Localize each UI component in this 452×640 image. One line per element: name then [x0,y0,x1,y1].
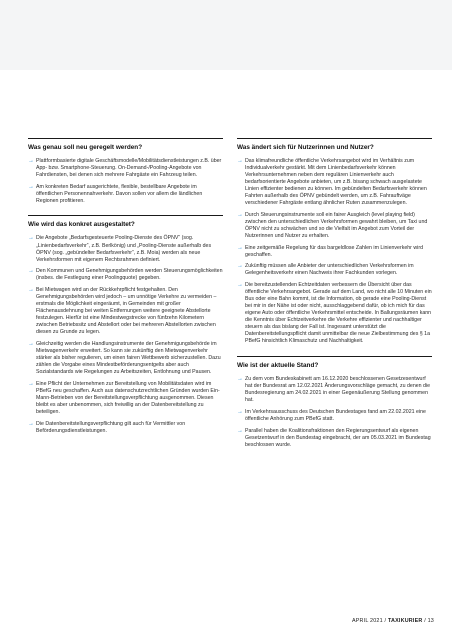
list-item [28,158,223,179]
section-rule [237,138,432,139]
arrow-right-icon: → [237,282,243,289]
list-item-text: Das klimafreundliche öffentliche Verkehrsangebot wird im Verhältnis zum Individualverkehr gestärkt. Mit dem Linienbedarfsverkehr können Verkehrsunternehmen neben dem regulären Linienverkehr auch bedarfsorientierte Angebote anbieten, um z.B. bisang schwach ausgelastete Linien effizienter bedienen zu können. Im gebündelten Bedarfsverkehr können Fahrten außerhalb des ÖPNV gebündelt werden, um z.B. Fahrauftväge verschiedener Fahrgäste entlang ähnlicher Ruten zusammenzulegen. [245,158,427,207]
arrow-right-icon: → [28,420,34,427]
list-item [237,428,432,449]
list-item [28,421,223,435]
list-item-text: Eine zeitgemäße Regelung für das bargeldlose Zahlen im Linienverkehr wird geschaffen. [245,244,424,258]
list-item-text: Durch Steuerungsinstrumente soll ein fairer Ausgleich (level playing field) zwischen den unterschiedlichen Verkehrsformen gewahrt bleiben, um Taxi und ÖPNV nicht zu schwächen und so die Vielfalt im Angebot zum Vorteil der Nutzerinnen und Nutzer zu erhalten. [245,211,428,240]
article-columns [28,138,432,608]
bullet-list [28,235,223,439]
list-item [237,212,432,240]
list-item-text: Eine Pflicht der Unternehmen zur Bereitstellung von Mobilitätsdaten wird im PBefG neu geschaffen. Auch aus datenschutzrechtlichen Gründen wurden Ein-Mann-Betrieben von der Bereitstellungsverpflichtung ausgenommen. Diesen bleibt es aber unbenommen, sich freiwillig an der Datenbereitstellung zu beteiligen. [36,380,220,415]
arrow-right-icon: → [28,268,34,275]
section-rule [28,138,223,139]
bullet-list [237,158,432,350]
list-item-text: Gleichzeitig werden die Handlungsinstrumente der Genehmigungsbehörde im Mietwagenverkehr erweitert. So kann sie zukünftig den Mietwagenverkehr stärker als bisher regulieren, um einen fairen Wettbewerb sicherzustellen. Dazu zählen die Vorgabe eines Mindestbeförderungsentgelts aber auch Sozialstandards wie Regelungen zu Arbeitszeiten, Entlohnung und Pausen. [36,340,221,376]
list-item-text: Am konkreten Bedarf ausgerichtete, flexible, bestellbare Angebote im öffentlichen Personennahverkehr. Davon sollen vor allem die ländlichen Regionen profitieren. [36,183,203,204]
arrow-right-icon: → [28,235,34,242]
arrow-right-icon: → [28,158,34,164]
issue-date: APRIL 2021 [351,618,383,624]
list-item-text: Bei Mietwagen wird an der Rückkehrpflicht festgehalten. Den Genehmigungsbehörden wird jedoch – um unnötige Verkehre zu vermeiden – erstmals die Möglichkeit eingeräumt, in Gemeinden mit großer Flächenausdehnung bei weiten Entfernungen weitere geeignete Abstellorte festzulegen. Hierfür ist eine Mindestwegstrecke von fünfzehn Kilometern zwischen Betriebssitz und Abstellort oder bei mehreren Abstellorten zwischen diesen zu Grunde zu legen. [36,286,217,336]
arrow-right-icon: → [237,408,243,415]
list-item-text: Zukünftig müssen alle Anbieter der unterschiedlichen Verkehrsformen im Gelegenheitsverkehr einen Nachweis ihrer Fachkunden vorlegen. [245,263,414,277]
list-item-text: Die Angebote „Bedarfsgesteuerte Pooling-Dienste des ÖPNV“ (sog. „Linienbedarfsverkehr“, z.B. Berlkönig) und „Pooling-Dienste außerhalb des ÖPNV (sog. „gebündelter Bedarfsverkehr“, z.B. Moia) werden als neue Verkehrsformen mit eigenem Rechtsrahmen definiert. [36,235,212,263]
page-number: 13 [427,618,434,624]
footer-separator: / [384,618,387,624]
section-heading: Wie ist der aktuelle Stand? [237,362,319,370]
page-footer [352,618,434,624]
section-rule [237,356,432,357]
list-item [237,282,432,345]
arrow-right-icon: → [28,340,34,347]
magazine-brand: TAXIKURIER [387,618,423,624]
list-item [237,245,432,259]
list-item [28,235,223,263]
list-item [237,263,432,277]
list-item [28,184,223,205]
section-heading: Was ändert sich für Nutzerinnen und Nutzer? [237,144,374,151]
arrow-right-icon: → [28,286,34,293]
arrow-right-icon: → [237,244,243,251]
left-column [28,138,223,608]
bullet-list [28,158,223,209]
list-item-text: Im Verkehrsausschuss des Deutschen Bundestages fand am 22.02.2021 eine öffentliche Anhörung zum PBefG statt. [245,408,426,422]
list-item [28,268,223,282]
list-item-text: Die Datenbereitstellungsverpflichtung gilt auch für Vermittler von Beförderungsdienstleistungen. [36,420,186,434]
arrow-right-icon: → [28,183,34,190]
footer-separator: / [424,618,426,624]
list-item-text: Zu dem vom Bundeskabinett am 16.12.2020 beschlossenen Gesetzesentwurf hat der Bundesrat am 12.02.2021 Änderungsvorschläge gemacht, zu denen die Bundesregierung am 24.02.2021 in einer Gegenäußerung Stellung genommen hat. [245,376,431,404]
arrow-right-icon: → [237,376,243,383]
list-item-text: Plattformbasierte digitale Geschäftsmodelle/Mobilitätsdienstleistungen z.B. über App- bzw. Smartphone-Steuerung. On-Demand-/Pooling-Angebote von Fahrdiensten, bei denen sich mehrere Fahrgäste ein Fahrzeug teilen. [36,158,222,179]
list-item [28,341,223,376]
list-item [237,409,432,423]
arrow-right-icon: → [237,427,243,434]
list-item-text: Den Kommunen und Genehmigungsbehörden werden Steuerungsmöglichkeiten (insbes. die Festlegung einer Poolingquote) gegeben. [36,268,223,282]
section-rule [28,215,223,216]
header-background-strip [0,0,452,70]
section-heading: Was genau soll neu geregelt werden? [28,144,143,151]
bullet-list [237,376,432,453]
arrow-right-icon: → [237,158,243,164]
list-item [237,376,432,404]
list-item-text: Die bereitzustellenden Echtzeitdaten verbessern die Übersicht über das öffentliche Verkehrsangebot. Gerade auf dem Land, wo nicht alle 10 Minuten ein Bus oder eine Bahn kommt, ist die Information, ob gerade eine Pooling-Dienst bei mir in der Nähe ist oder nicht, ausschlaggebend dafür, ob ich mich für das eigene Auto oder öffentliche Verkehrsmittel entscheide. In Ballungsräumen kann die Kenntnis über Echtzeitverkehre die Verkehre effizienter und nachhaltiger steuern als das bislang der Fall ist. Insgesamt unterstützt die Datenbereitstellungspflicht damit unmittelbar die neue Zielbestimmung des § 1a PBefG hinsichtlich Klimaschutz und Nachhaltigkeit. [245,282,432,345]
arrow-right-icon: → [237,211,243,218]
list-item-text: Parallel haben die Koalitionsfraktionen den Regierungsentwurf als eigenen Gesetzentwurf in den Bundestag eingebracht, der am 05.03.2021 im Bundestag beschlossen wurde. [245,427,431,448]
list-item [237,158,432,207]
right-column [237,138,432,608]
list-item [28,381,223,416]
arrow-right-icon: → [237,263,243,270]
section-heading: Wie wird das konkret ausgestaltet? [28,221,135,229]
arrow-right-icon: → [28,380,34,387]
list-item [28,287,223,336]
